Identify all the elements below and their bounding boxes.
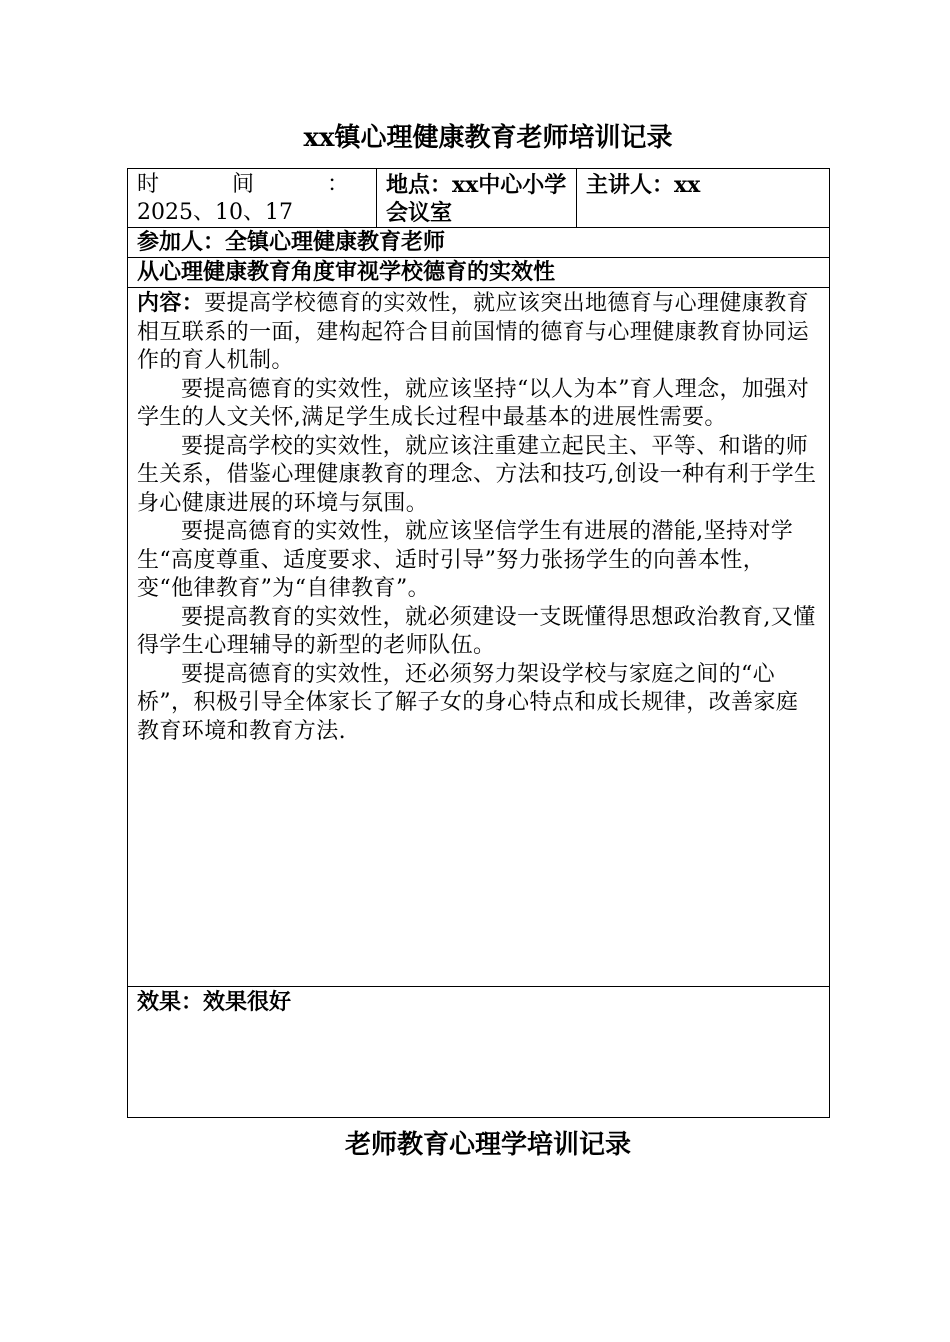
time-label-char: ： bbox=[326, 172, 349, 197]
content-paragraph: 要提高教育的实效性，就必须建设一支既懂得思想政治教育,又懂得学生心理辅导的新型的老师队伍。 bbox=[137, 604, 816, 658]
time-label-char: 时 bbox=[137, 172, 160, 197]
document-title: xx镇心理健康教育老师培训记录 bbox=[303, 123, 673, 153]
content-paragraph: 要提高德育的实效性，还必须努力架设学校与家庭之间的“心桥”，积极引导全体家长了解子女的身心特点和成长规律，改善家庭教育环境和教育方法. bbox=[137, 661, 799, 744]
time-cell bbox=[128, 169, 377, 227]
participants-text: 参加人：全镇心理健康教育老师 bbox=[137, 229, 446, 255]
content-paragraph: 要提高学校的实效性，就应该注重建立起民主、平等、和谐的师生关系，借鉴心理健康教育的理念、方法和技巧,创设一种有利于学生身心健康进展的环境与氛围。 bbox=[137, 433, 817, 516]
location-cell: 地点：xx中心小学会议室 bbox=[377, 169, 577, 227]
content-paragraph: 要提高德育的实效性，就应该坚信学生有进展的潜能,坚持对学生“高度尊重、适度要求、适时引导”努力张扬学生的向善本性，变“他律教育”为“自律教育”。 bbox=[137, 519, 794, 601]
content-label: 内容： bbox=[137, 290, 205, 316]
speaker-cell: 主讲人：xx bbox=[586, 172, 701, 198]
header-row bbox=[128, 169, 829, 228]
topic-text: 从心理健康教育角度审视学校德育的实效性 bbox=[137, 259, 556, 285]
content-body bbox=[128, 288, 829, 747]
next-document-title: 老师教育心理学培训记录 bbox=[344, 1130, 631, 1160]
effect-text: 效果：效果很好 bbox=[137, 989, 292, 1015]
content-paragraph: 内容：要提高学校德育的实效性，就应该突出地德育与心理健康教育相互联系的一面，建构起符合目前国情的德育与心理健康教育协同运作的育人机制。 bbox=[137, 290, 810, 373]
effect-row bbox=[128, 987, 829, 1117]
training-record-table bbox=[127, 168, 830, 1118]
content-row bbox=[128, 288, 829, 987]
participants-row bbox=[128, 228, 829, 258]
content-paragraph: 要提高德育的实效性，就应该坚持“以人为本”育人理念，加强对学生的人文关怀,满足学生成长过程中最基本的进展性需要。 bbox=[137, 376, 810, 430]
topic-row bbox=[128, 258, 829, 288]
time-label-char: 间 bbox=[231, 172, 254, 197]
time-value: 2025、10、17 bbox=[137, 200, 293, 225]
time-label bbox=[137, 171, 349, 199]
